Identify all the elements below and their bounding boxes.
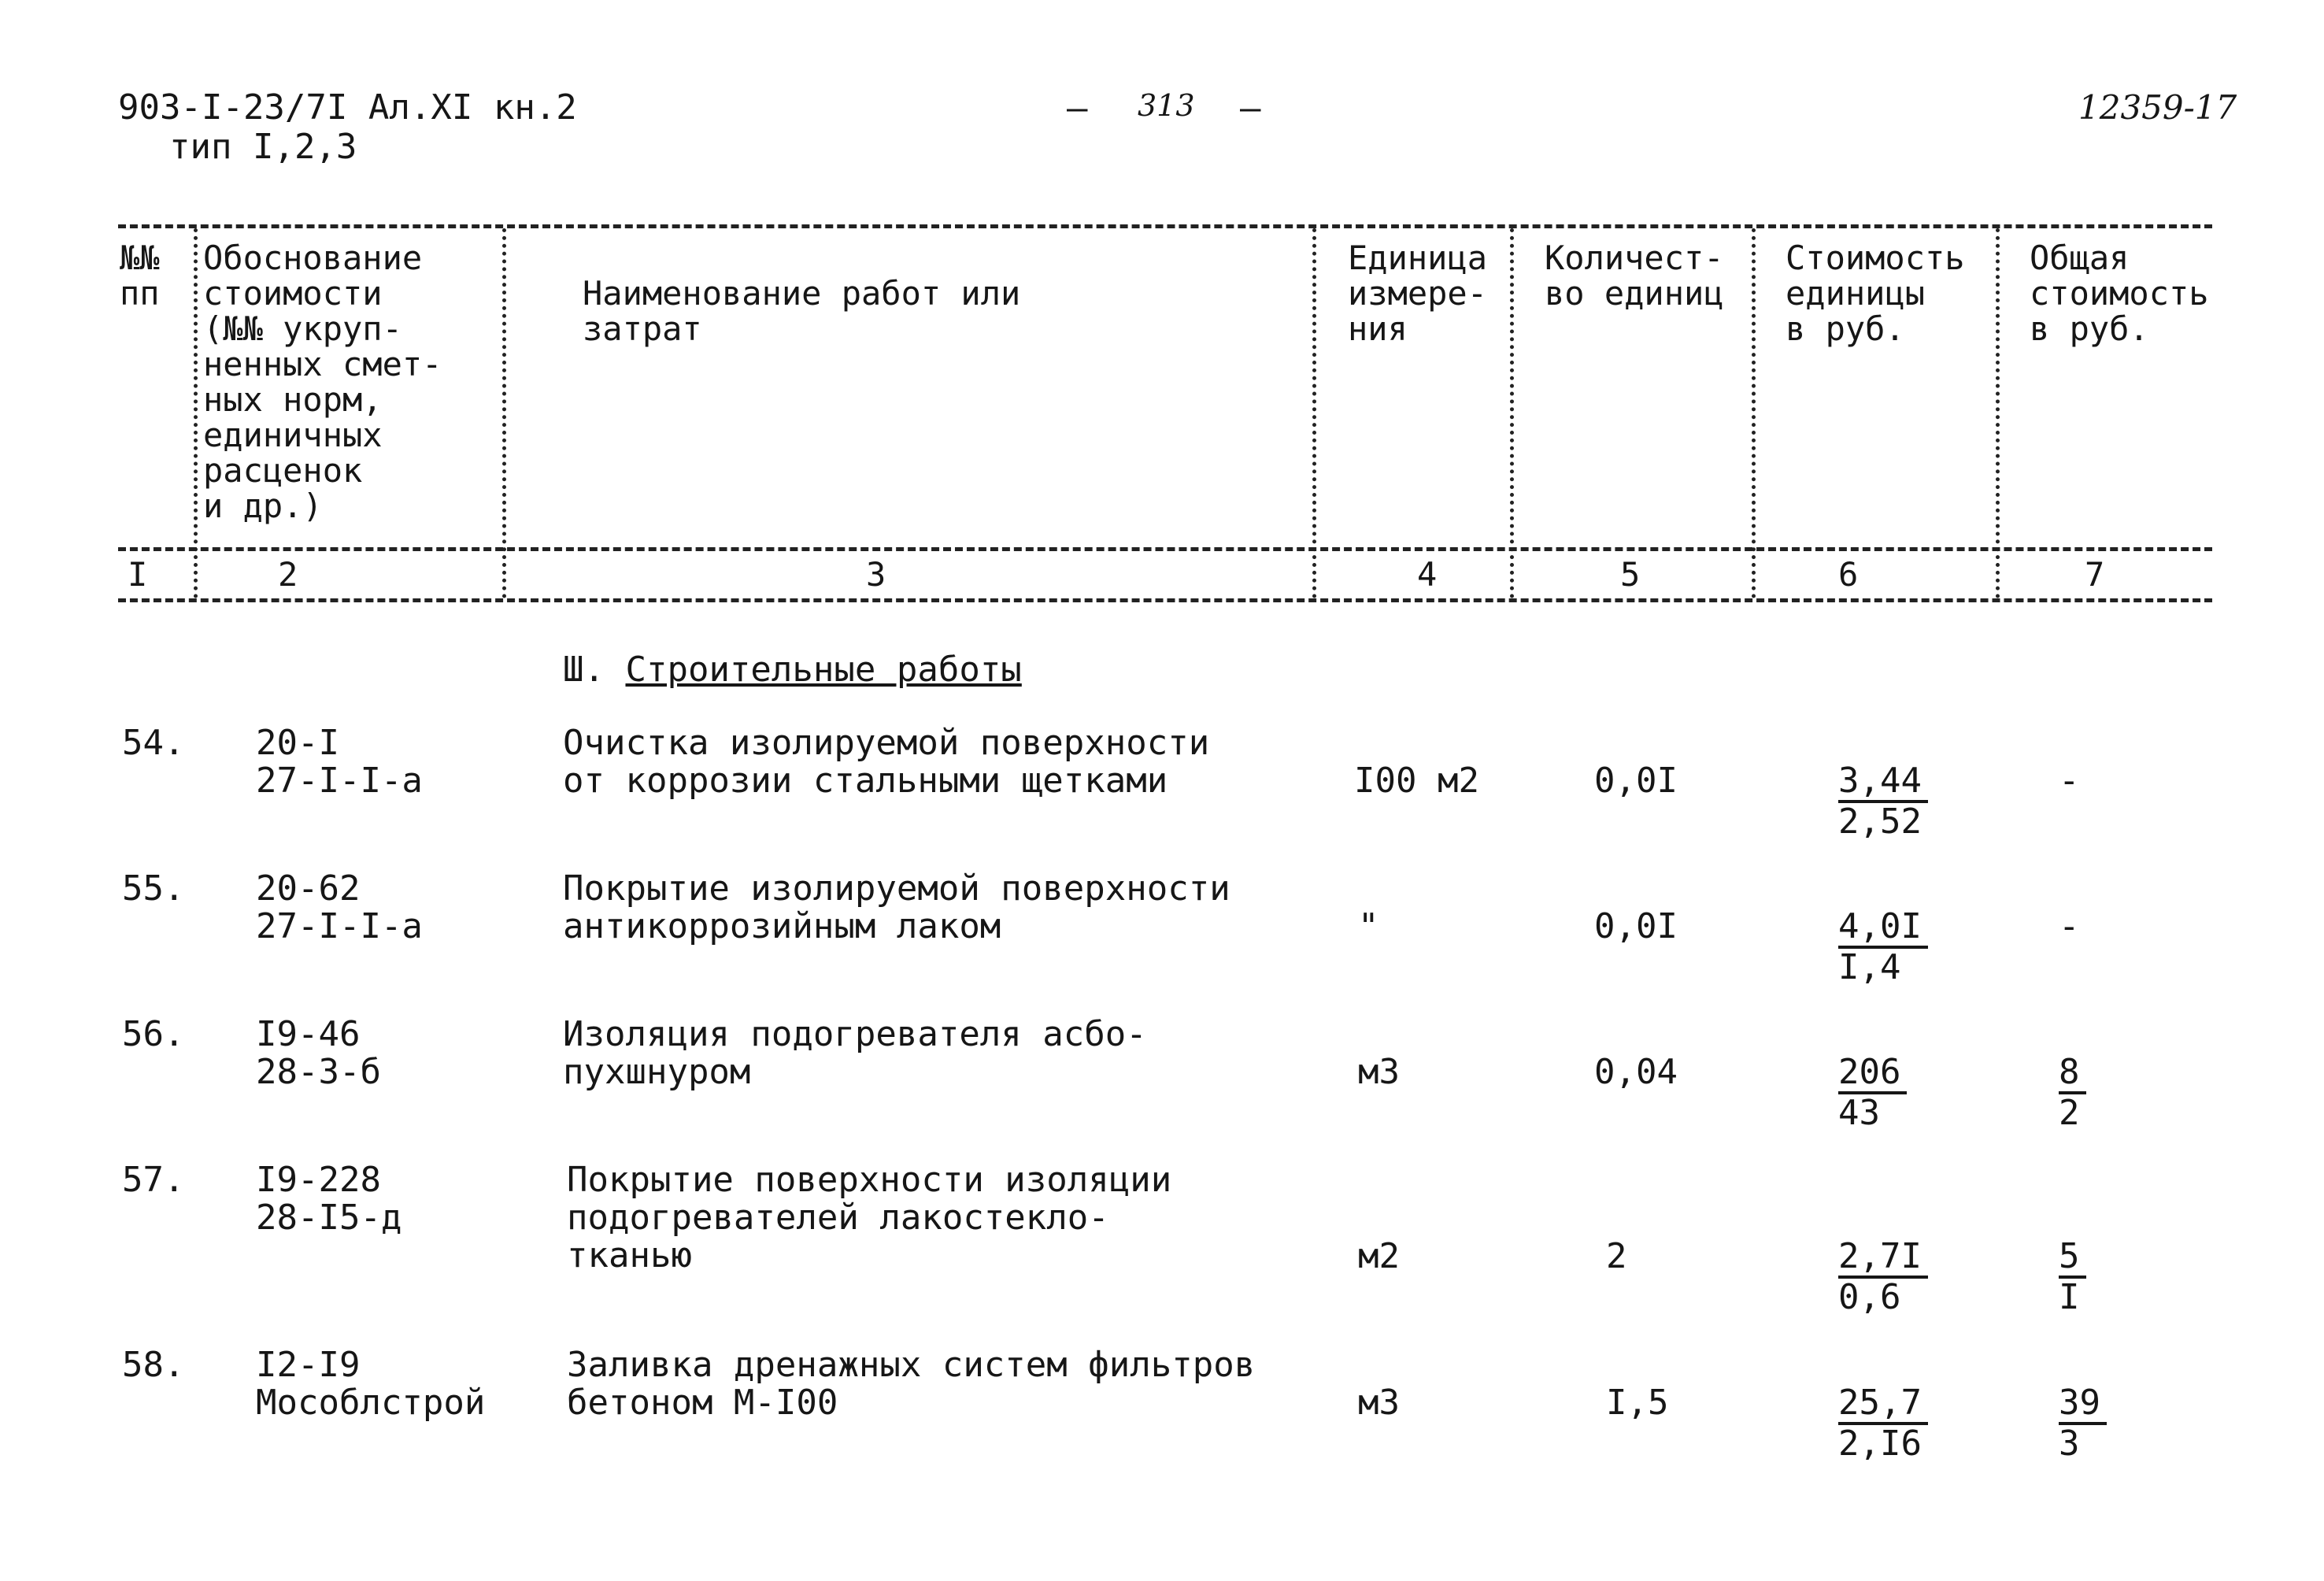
row-quantity: 0,0I xyxy=(1594,906,1678,946)
row-work-name: Изоляция подогревателя асбо- пухшнуром xyxy=(563,1014,1147,1092)
page-number-dash-left: – xyxy=(1067,88,1088,128)
header-top-rule xyxy=(118,224,2212,228)
row-quantity: 2 xyxy=(1606,1236,1627,1276)
column-number: 6 xyxy=(1838,555,1859,594)
row-unit: " xyxy=(1358,906,1379,946)
column-separator xyxy=(502,228,506,598)
row-work-name: Очистка изолируемой поверхности от коррозии стальными щетками xyxy=(563,723,1210,801)
row-total-cost xyxy=(2059,1384,2107,1463)
row-unit: м3 xyxy=(1358,1052,1400,1092)
unit-cost-total: 206 xyxy=(1838,1053,1907,1094)
header-col-name: Наименование работ или затрат xyxy=(583,274,1021,348)
row-basis: 20-I 27-I-I-а xyxy=(256,723,423,801)
row-unit-cost xyxy=(1838,1384,1928,1463)
row-total-cost xyxy=(2059,1053,2086,1132)
total-cost-value: 8 xyxy=(2059,1053,2086,1094)
column-number: 4 xyxy=(1417,555,1438,594)
column-separator xyxy=(1510,228,1514,598)
page-number: 313 xyxy=(1138,88,1195,123)
row-basis: I2-I9 Мособлстрой xyxy=(256,1345,486,1423)
row-basis: 20-62 27-I-I-а xyxy=(256,868,423,946)
row-number: 58. xyxy=(122,1345,185,1385)
unit-cost-wages: I,4 xyxy=(1838,947,1901,987)
row-basis: I9-228 28-I5-д xyxy=(256,1160,402,1238)
row-total-cost: - xyxy=(2059,761,2080,801)
page-number-dash-right: – xyxy=(1240,88,1261,128)
header-bottom-rule xyxy=(118,598,2212,602)
sheet-code: 12359-17 xyxy=(2078,88,2237,127)
row-work-name: Покрытие поверхности изоляции подогревателей лакостекло- тканью xyxy=(567,1160,1172,1276)
column-separator xyxy=(1996,228,2000,598)
row-number: 56. xyxy=(122,1014,185,1054)
row-work-name: Покрытие изолируемой поверхности антикоррозийным лаком xyxy=(563,868,1230,946)
row-unit-cost xyxy=(1838,1238,1928,1316)
total-cost-wages: 3 xyxy=(2059,1424,2080,1464)
row-work-name: Заливка дренажных систем фильтров бетоном М-I00 xyxy=(567,1345,1256,1423)
row-unit: м2 xyxy=(1358,1236,1400,1276)
column-separator xyxy=(194,228,198,598)
column-separator xyxy=(1752,228,1756,598)
section-heading xyxy=(563,650,1022,690)
row-basis: I9-46 28-3-б xyxy=(256,1014,381,1092)
column-number: I xyxy=(128,555,148,594)
header-col-unit-cost: Стоимость единицы в руб. xyxy=(1786,239,1965,348)
row-quantity: I,5 xyxy=(1606,1383,1669,1423)
section-title: Строительные работы xyxy=(625,650,1022,690)
row-unit: м3 xyxy=(1358,1383,1400,1423)
unit-cost-wages: 2,52 xyxy=(1838,802,1922,842)
unit-cost-total: 3,44 xyxy=(1838,762,1928,803)
unit-cost-wages: 0,6 xyxy=(1838,1277,1901,1317)
total-cost-value: 5 xyxy=(2059,1238,2086,1279)
header-col-basis: Обоснование стоимости (№№ укруп- ненных смет- ных норм, единичных расценок и др.) xyxy=(203,239,442,525)
section-prefix: Ш. xyxy=(563,650,605,690)
header-col-total-cost: Общая стоимость в руб. xyxy=(2030,239,2209,348)
total-cost-wages: I xyxy=(2059,1277,2080,1317)
row-quantity: 0,04 xyxy=(1594,1052,1678,1092)
row-total-cost xyxy=(2059,1238,2086,1316)
row-unit: I00 м2 xyxy=(1354,761,1479,801)
row-number: 57. xyxy=(122,1160,185,1200)
unit-cost-total: 4,0I xyxy=(1838,908,1928,949)
column-number: 2 xyxy=(278,555,298,594)
document-type: тип I,2,3 xyxy=(169,127,357,167)
header-middle-rule xyxy=(118,547,2212,551)
total-cost-wages: 2 xyxy=(2059,1093,2080,1133)
unit-cost-wages: 43 xyxy=(1838,1093,1880,1133)
unit-cost-total: 2,7I xyxy=(1838,1238,1928,1279)
total-cost-value: 39 xyxy=(2059,1384,2107,1425)
unit-cost-wages: 2,I6 xyxy=(1838,1424,1922,1464)
row-quantity: 0,0I xyxy=(1594,761,1678,801)
row-number: 55. xyxy=(122,868,185,909)
header-col-number: №№ пп xyxy=(120,239,160,313)
column-number: 3 xyxy=(866,555,886,594)
document-code: 903-I-23/7I Ал.XI кн.2 xyxy=(118,87,577,128)
column-separator xyxy=(1312,228,1316,598)
row-unit-cost xyxy=(1838,1053,1907,1132)
unit-cost-total: 25,7 xyxy=(1838,1384,1928,1425)
row-unit-cost xyxy=(1838,908,1928,987)
column-number: 7 xyxy=(2085,555,2105,594)
row-unit-cost xyxy=(1838,762,1928,841)
header-col-quantity: Количест- во единиц xyxy=(1545,239,1724,313)
column-number: 5 xyxy=(1620,555,1641,594)
row-number: 54. xyxy=(122,723,185,763)
row-total-cost: - xyxy=(2059,906,2080,946)
header-col-unit: Единица измере- ния xyxy=(1348,239,1488,348)
